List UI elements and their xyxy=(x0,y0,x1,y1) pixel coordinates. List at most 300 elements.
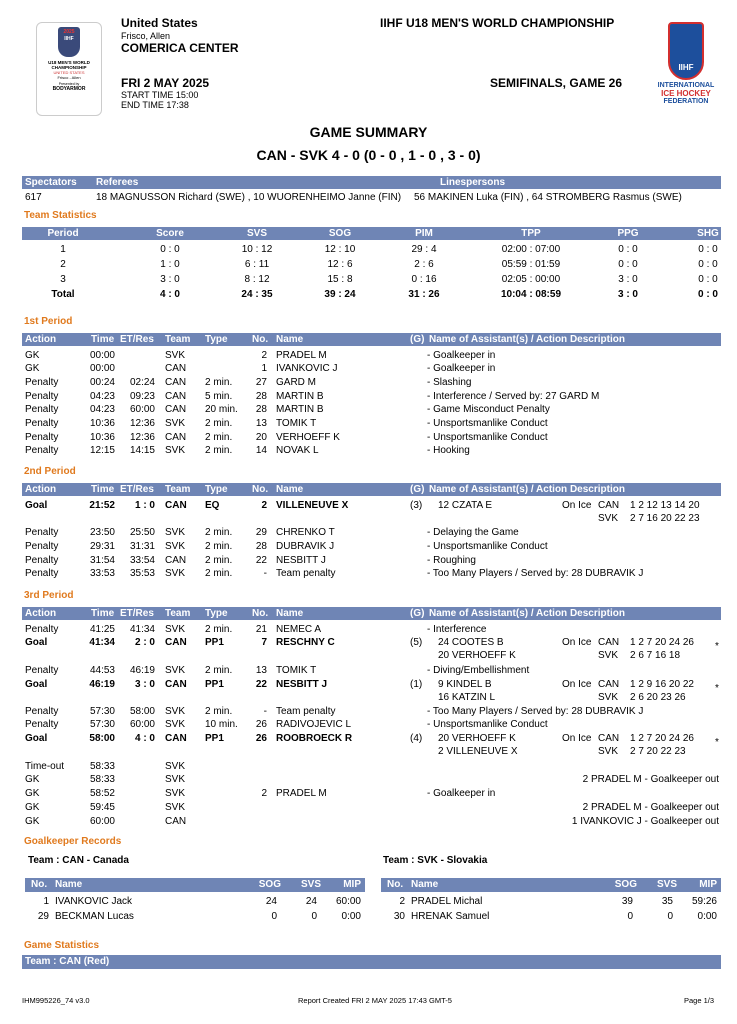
event-row xyxy=(22,404,721,417)
event-name: TOMIK T xyxy=(276,665,317,676)
event-name: TOMIK T xyxy=(276,418,317,429)
event-goal-count: (4) xyxy=(410,733,423,744)
event-action: Penalty xyxy=(25,555,59,566)
event-name: Team penalty xyxy=(276,568,336,579)
action-header-col: Time xyxy=(91,484,115,495)
event-description: - Unsportsmanlike Conduct xyxy=(427,541,548,552)
event-etres: 12:36 xyxy=(129,418,155,429)
on-ice-players: 1 2 7 20 24 26 xyxy=(630,733,694,744)
on-ice-row xyxy=(22,650,721,663)
action-header-col: Type xyxy=(205,334,228,345)
event-number: 27 xyxy=(255,377,267,388)
on-ice-team: CAN xyxy=(598,733,620,744)
event-time: 29:31 xyxy=(89,541,115,552)
team-stats-col-score: Score xyxy=(156,228,184,239)
event-description: - Goalkeeper in xyxy=(427,363,496,374)
gk-col-sog: SOG xyxy=(258,879,281,890)
event-action: Penalty xyxy=(25,377,59,388)
on-ice-row xyxy=(22,692,721,705)
event-description: - Too Many Players / Served by: 28 DUBRAVIK J xyxy=(427,568,644,579)
action-header-col: Type xyxy=(205,484,228,495)
event-action: Penalty xyxy=(25,391,59,402)
event-type: 10 min. xyxy=(205,719,238,730)
gk-row xyxy=(25,911,365,924)
event-row xyxy=(22,788,721,801)
gk-cell: PRADEL Michal xyxy=(411,896,483,907)
event-team: CAN xyxy=(165,733,187,744)
event-action: GK xyxy=(25,802,40,813)
event-name: ROOBROECK R xyxy=(276,733,353,744)
event-type: 20 min. xyxy=(205,404,238,415)
team-stats-cell: 02:05 : 00:00 xyxy=(501,274,561,285)
event-type: 2 min. xyxy=(205,624,233,635)
event-action: Penalty xyxy=(25,418,59,429)
event-description: - Unsportsmanlike Conduct xyxy=(427,418,548,429)
city: Frisco, Allen xyxy=(121,31,171,41)
event-type: PP1 xyxy=(205,637,224,648)
event-action: GK xyxy=(25,363,40,374)
event-description: - Unsportsmanlike Conduct xyxy=(427,719,548,730)
on-ice-players: 2 7 20 22 23 xyxy=(630,746,686,757)
team-stats-title: Team Statistics xyxy=(24,210,97,221)
team-stats-cell: 0 : 0 xyxy=(618,259,638,270)
game-date: FRI 2 MAY 2025 xyxy=(121,76,210,90)
event-number: 22 xyxy=(255,679,267,690)
event-description: - Goalkeeper in xyxy=(427,350,496,361)
footer-id: IHM995226_74 v3.0 xyxy=(22,996,90,1005)
on-ice-label: On Ice xyxy=(562,637,592,648)
event-time: 12:15 xyxy=(89,445,115,456)
team-stats-cell: 29 : 4 xyxy=(411,244,437,255)
team-stats-cell: 1 : 0 xyxy=(160,259,180,270)
event-action: Goal xyxy=(25,500,48,511)
event-goal-count: (5) xyxy=(410,637,423,648)
event-name: IVANKOVIC J xyxy=(276,363,338,374)
on-ice-star: * xyxy=(715,641,719,652)
event-description: - Slashing xyxy=(427,377,472,388)
event-right-note: 2 PRADEL M - Goalkeeper out xyxy=(582,802,719,813)
gk-cell: 0:00 xyxy=(697,911,717,922)
event-time: 59:45 xyxy=(89,802,115,813)
event-team: CAN xyxy=(165,432,187,443)
gk-cell: HRENAK Samuel xyxy=(411,911,490,922)
event-etres: 46:19 xyxy=(129,665,155,676)
event-action: Penalty xyxy=(25,665,59,676)
event-row xyxy=(22,555,721,568)
event-time: 10:36 xyxy=(89,432,115,443)
gk-cell: 30 xyxy=(393,911,405,922)
event-description: - Interference xyxy=(427,624,487,635)
event-action: Goal xyxy=(25,679,48,690)
action-header-col: Type xyxy=(205,608,228,619)
gk-cell: 0 xyxy=(271,911,277,922)
action-header-col: Name of Assistant(s) / Action Description xyxy=(429,334,625,345)
action-header-col: ET/Res xyxy=(120,484,154,495)
team-stats-cell: 8 : 12 xyxy=(244,274,270,285)
team-stats-cell: 10:04 : 08:59 xyxy=(500,289,562,300)
event-team: CAN xyxy=(165,555,187,566)
action-header-col: Action xyxy=(25,608,57,619)
on-ice-team: SVK xyxy=(598,513,619,524)
event-row xyxy=(22,432,721,445)
on-ice-players: 1 2 9 16 20 22 xyxy=(630,679,694,690)
event-row xyxy=(22,391,721,404)
action-header-col: (G) xyxy=(410,608,425,619)
action-header-col: (G) xyxy=(410,334,425,345)
team-stats-cell: 39 : 24 xyxy=(324,289,356,300)
event-description: - Diving/Embellishment xyxy=(427,665,530,676)
gk-col-no: No. xyxy=(31,879,48,890)
event-time: 04:23 xyxy=(89,404,115,415)
action-header-col: Name xyxy=(276,608,304,619)
team-stats-cell: 12 : 10 xyxy=(324,244,356,255)
team-stats-header xyxy=(22,227,721,240)
event-type: 2 min. xyxy=(205,568,233,579)
event-number: 2 xyxy=(261,788,267,799)
team-stats-cell: 10 : 12 xyxy=(241,244,273,255)
team-stats-cell: 4 : 0 xyxy=(159,289,180,300)
team-stats-col-svs: SVS xyxy=(246,228,267,239)
team-stats-cell: 2 xyxy=(60,259,66,270)
event-type: PP1 xyxy=(205,679,224,690)
event-row xyxy=(22,568,721,581)
event-team: CAN xyxy=(165,816,187,827)
gk-col-svs: SVS xyxy=(656,879,677,890)
event-description: - Goalkeeper in xyxy=(427,788,496,799)
team-stats-cell: 3 : 0 xyxy=(617,289,638,300)
gk-cell: 39 xyxy=(621,896,633,907)
team-stats-cell: 05:59 : 01:59 xyxy=(501,259,561,270)
event-name: MARTIN B xyxy=(276,391,324,402)
event-team: CAN xyxy=(165,637,187,648)
event-type: 5 min. xyxy=(205,391,233,402)
event-name: NESBITT J xyxy=(276,555,326,566)
action-header-col: (G) xyxy=(410,484,425,495)
team-stats-col-pim: PIM xyxy=(415,228,433,239)
event-time: 00:00 xyxy=(89,363,115,374)
officials-header: Spectators Referees Linespersons xyxy=(22,176,721,189)
event-row xyxy=(22,719,721,732)
action-header-col: Action xyxy=(25,484,57,495)
event-team: SVK xyxy=(165,788,186,799)
event-type: 2 min. xyxy=(205,706,233,717)
team-stats-cell: 02:00 : 07:00 xyxy=(501,244,561,255)
score-line: CAN - SVK 4 - 0 (0 - 0 , 1 - 0 , 3 - 0) xyxy=(256,147,481,163)
team-stats-cell: 1 xyxy=(60,244,66,255)
assistant-2: 20 VERHOEFF K xyxy=(438,650,516,661)
on-ice-label: On Ice xyxy=(562,679,592,690)
event-type: 2 min. xyxy=(205,377,233,388)
event-row xyxy=(22,774,721,787)
team-stats-col-sog: SOG xyxy=(328,228,352,239)
event-etres: 25:50 xyxy=(129,527,155,538)
gk-col-name: Name xyxy=(55,879,83,890)
on-ice-team: CAN xyxy=(598,637,620,648)
officials-row: 617 18 MAGNUSSON Richard (SWE) , 10 WUORENHEIMO Janne (FIN) 56 MAKINEN Luka (FIN) , 64 STROMBERG Rasmus (SWE) xyxy=(25,192,682,203)
event-team: SVK xyxy=(165,418,186,429)
event-type: EQ xyxy=(205,500,220,511)
assistant-2: 2 VILLENEUVE X xyxy=(438,746,518,757)
on-ice-row xyxy=(22,513,721,526)
event-goal-count: (3) xyxy=(410,500,423,511)
event-number: 2 xyxy=(261,350,267,361)
event-etres: 2 : 0 xyxy=(134,637,155,648)
event-time: 41:25 xyxy=(89,624,115,635)
event-action: GK xyxy=(25,816,40,827)
event-description: - Interference / Served by: 27 GARD M xyxy=(427,391,600,402)
event-team: SVK xyxy=(165,568,186,579)
event-name: PRADEL M xyxy=(276,788,327,799)
event-action: Penalty xyxy=(25,568,59,579)
gk-cell: 29 xyxy=(37,911,49,922)
action-header-col: Name xyxy=(276,334,304,345)
event-team: SVK xyxy=(165,719,186,730)
event-time: 58:52 xyxy=(89,788,115,799)
on-ice-star: * xyxy=(715,683,719,694)
event-time: 00:24 xyxy=(89,377,115,388)
gk-cell: 0 xyxy=(311,911,317,922)
event-time: 57:30 xyxy=(89,719,115,730)
event-number: 13 xyxy=(255,418,267,429)
gk-cell: 0 xyxy=(667,911,673,922)
team-stats-cell: 2 : 6 xyxy=(414,259,434,270)
event-team: SVK xyxy=(165,802,186,813)
gk-cell: 2 xyxy=(399,896,405,907)
event-etres: 12:36 xyxy=(129,432,155,443)
event-time: 21:52 xyxy=(89,500,115,511)
event-etres: 1 : 0 xyxy=(134,500,155,511)
event-action: Penalty xyxy=(25,541,59,552)
gk-cell: 0 xyxy=(627,911,633,922)
action-header-col: Name xyxy=(276,484,304,495)
event-number: 14 xyxy=(255,445,267,456)
goalkeeper-records-title: Goalkeeper Records xyxy=(24,836,122,847)
event-row xyxy=(22,624,721,637)
event-right-note: 1 IVANKOVIC J - Goalkeeper out xyxy=(571,816,719,827)
team-stats-cell: 6 : 11 xyxy=(244,259,270,270)
event-action: Penalty xyxy=(25,706,59,717)
on-ice-team: SVK xyxy=(598,746,619,757)
event-etres: 4 : 0 xyxy=(134,733,155,744)
event-time: 23:50 xyxy=(89,527,115,538)
event-row xyxy=(22,816,721,829)
event-number: 20 xyxy=(255,432,267,443)
period-title: 3rd Period xyxy=(24,590,74,601)
team-stats-cell: 0 : 0 xyxy=(618,244,638,255)
event-number: 21 xyxy=(255,624,267,635)
event-time: 41:34 xyxy=(89,637,115,648)
team-stats-cell: 12 : 6 xyxy=(327,259,353,270)
action-header-col: Team xyxy=(165,484,191,495)
event-logo: 2025 IIHF U18 MEN'S WORLD CHAMPIONSHIP UNITED STATES Frisco - Allen Presented by BODYARMOR xyxy=(36,22,102,116)
event-row xyxy=(22,418,721,431)
game-label: SEMIFINALS, GAME 26 xyxy=(490,76,623,90)
team-stats-col-ppg: PPG xyxy=(617,228,639,239)
action-header-col: No. xyxy=(252,334,269,345)
event-action: Penalty xyxy=(25,719,59,730)
event-name: NOVAK L xyxy=(276,445,319,456)
event-team: SVK xyxy=(165,774,186,785)
event-row xyxy=(22,706,721,719)
team-stats-row xyxy=(22,274,721,287)
event-time: 58:33 xyxy=(89,761,115,772)
gk-row xyxy=(381,896,721,909)
game-stats-title: Game Statistics xyxy=(24,940,100,951)
event-time: 00:00 xyxy=(89,350,115,361)
event-team: CAN xyxy=(165,404,187,415)
event-number: - xyxy=(263,568,267,579)
gk-cell: BECKMAN Lucas xyxy=(55,911,134,922)
event-etres: 33:54 xyxy=(129,555,155,566)
team-stats-row xyxy=(22,259,721,272)
event-time: 10:36 xyxy=(89,418,115,429)
gk-cell: 0:00 xyxy=(341,911,361,922)
event-row xyxy=(22,363,721,376)
event-description: - Game Misconduct Penalty xyxy=(427,404,550,415)
period-title: 2nd Period xyxy=(24,466,76,477)
event-team: CAN xyxy=(165,363,187,374)
game-stats-team-bar: Team : CAN (Red) xyxy=(22,955,721,969)
venue: COMERICA CENTER xyxy=(121,41,239,55)
event-number: 13 xyxy=(255,665,267,676)
event-team: CAN xyxy=(165,377,187,388)
event-name: NEMEC A xyxy=(276,624,322,635)
event-name: GARD M xyxy=(276,377,316,388)
event-team: SVK xyxy=(165,445,186,456)
event-etres: 60:00 xyxy=(129,719,155,730)
action-header-col: Team xyxy=(165,334,191,345)
gk-cell: 24 xyxy=(265,896,277,907)
team-stats-cell: 0 : 0 xyxy=(698,274,718,285)
action-header-col: ET/Res xyxy=(120,334,154,345)
event-row xyxy=(22,350,721,363)
event-number: 28 xyxy=(255,391,267,402)
event-name: MARTIN B xyxy=(276,404,324,415)
event-time: 58:00 xyxy=(89,733,115,744)
team-stats-row xyxy=(22,244,721,257)
gk-col-mip: MIP xyxy=(699,879,717,890)
period-title: 1st Period xyxy=(24,316,73,327)
event-team: SVK xyxy=(165,527,186,538)
gk-cell: IVANKOVIC Jack xyxy=(55,896,133,907)
event-type: 2 min. xyxy=(205,555,233,566)
event-team: SVK xyxy=(165,665,186,676)
on-ice-label: On Ice xyxy=(562,500,592,511)
gk-row xyxy=(25,896,365,909)
event-number: 1 xyxy=(261,363,267,374)
gk-col-no: No. xyxy=(387,879,404,890)
event-time: 60:00 xyxy=(89,816,115,827)
team-stats-cell: 0 : 0 xyxy=(698,259,718,270)
event-name: NESBITT J xyxy=(276,679,328,690)
goal-event-row xyxy=(22,637,721,650)
team-stats-cell: 0 : 16 xyxy=(411,274,437,285)
event-time: 57:30 xyxy=(89,706,115,717)
goal-event-row xyxy=(22,733,721,746)
footer-report-created: Report Created FRI 2 MAY 2025 17:43 GMT-5 xyxy=(298,996,452,1005)
gk-cell: 60:00 xyxy=(335,896,361,907)
gk-cell: 35 xyxy=(661,896,673,907)
event-team: CAN xyxy=(165,679,187,690)
event-name: RESCHNY C xyxy=(276,637,335,648)
on-ice-players: 1 2 12 13 14 20 xyxy=(630,500,700,511)
action-header xyxy=(22,607,721,620)
on-ice-team: CAN xyxy=(598,679,620,690)
gk-col-svs: SVS xyxy=(300,879,321,890)
event-team: SVK xyxy=(165,541,186,552)
team-stats-col-period: Period xyxy=(47,228,79,239)
event-type: 2 min. xyxy=(205,527,233,538)
action-header-col: No. xyxy=(252,484,269,495)
event-etres: 3 : 0 xyxy=(134,679,155,690)
on-ice-star: * xyxy=(715,737,719,748)
goal-event-row xyxy=(22,500,721,513)
event-row xyxy=(22,761,721,774)
on-ice-players: 1 2 7 20 24 26 xyxy=(630,637,694,648)
event-team: CAN xyxy=(165,500,187,511)
event-action: Time-out xyxy=(25,761,65,772)
gk-row xyxy=(381,911,721,924)
on-ice-players: 2 6 20 23 26 xyxy=(630,692,686,703)
event-row xyxy=(22,377,721,390)
team-stats-cell: 0 : 0 xyxy=(697,289,718,300)
event-team: SVK xyxy=(165,350,186,361)
action-header-col: Time xyxy=(91,608,115,619)
event-name: RADIVOJEVIC L xyxy=(276,719,352,730)
event-name: VERHOEFF K xyxy=(276,432,340,443)
event-number: 28 xyxy=(255,541,267,552)
on-ice-team: CAN xyxy=(598,500,620,511)
event-etres: 09:23 xyxy=(129,391,155,402)
action-header-col: ET/Res xyxy=(120,608,154,619)
event-description: 12 CZATA E xyxy=(438,500,493,511)
gk-team-svk-label: Team : SVK - Slovakia xyxy=(383,855,488,866)
event-etres: 02:24 xyxy=(129,377,155,388)
event-team: SVK xyxy=(165,706,186,717)
event-etres: 14:15 xyxy=(129,445,155,456)
event-action: Penalty xyxy=(25,527,59,538)
event-action: GK xyxy=(25,350,40,361)
gk-table-header xyxy=(25,878,365,892)
team-stats-cell: 3 : 0 xyxy=(160,274,180,285)
event-description: - Delaying the Game xyxy=(427,527,519,538)
event-type: 2 min. xyxy=(205,665,233,676)
event-name: VILLENEUVE X xyxy=(276,500,349,511)
event-type: 2 min. xyxy=(205,541,233,552)
team-stats-cell: 0 : 0 xyxy=(698,244,718,255)
event-action: Penalty xyxy=(25,624,59,635)
team-stats-total-row xyxy=(22,289,721,302)
event-type: 2 min. xyxy=(205,432,233,443)
event-action: Penalty xyxy=(25,432,59,443)
action-header xyxy=(22,333,721,346)
event-description: - Unsportsmanlike Conduct xyxy=(427,432,548,443)
event-etres: 60:00 xyxy=(129,404,155,415)
event-type: PP1 xyxy=(205,733,224,744)
event-time: 33:53 xyxy=(89,568,115,579)
event-action: Penalty xyxy=(25,404,59,415)
on-ice-row xyxy=(22,746,721,759)
on-ice-players: 2 7 16 20 22 23 xyxy=(630,513,700,524)
assistant-2: 16 KATZIN L xyxy=(438,692,496,703)
event-number: 26 xyxy=(255,733,267,744)
event-time: 46:19 xyxy=(89,679,115,690)
action-header-col: Time xyxy=(91,334,115,345)
gk-team-can-label: Team : CAN - Canada xyxy=(28,855,129,866)
gk-col-sog: SOG xyxy=(614,879,637,890)
gk-cell: 1 xyxy=(43,896,49,907)
end-time: END TIME 17:38 xyxy=(121,100,189,110)
